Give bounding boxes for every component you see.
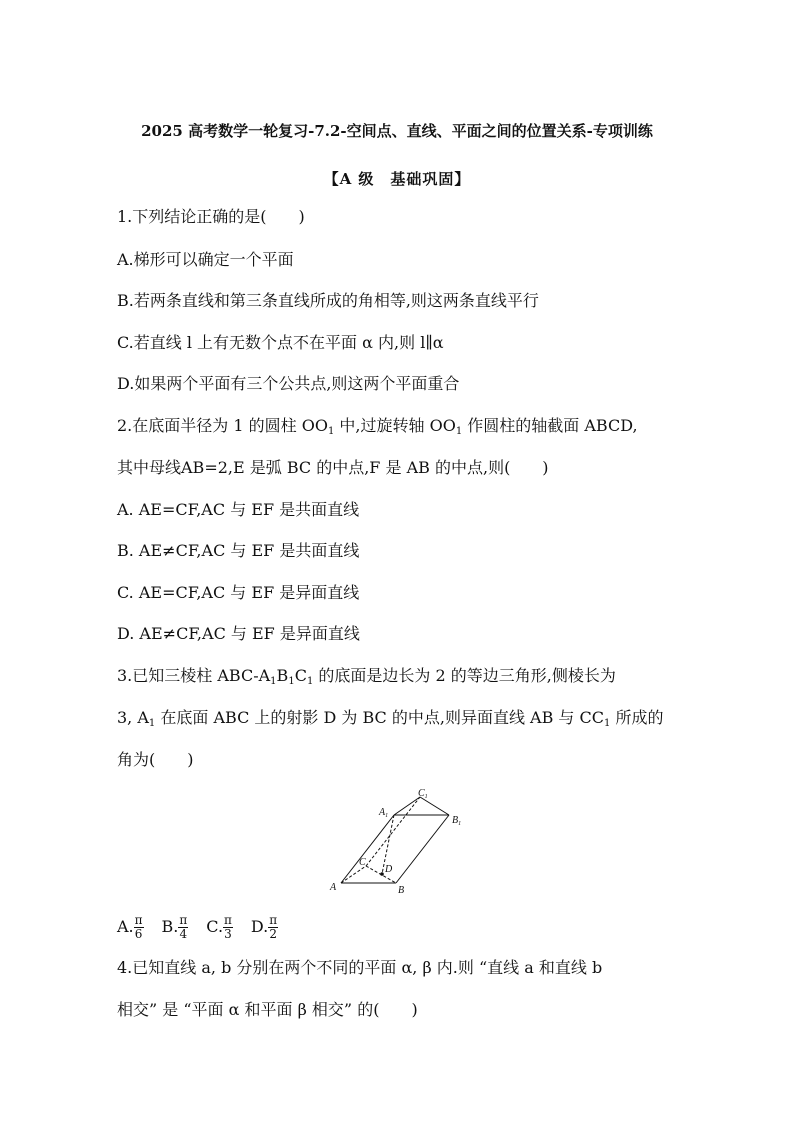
q2-text-a: 2.在底面半径为 1 的圆柱 OO [117,416,328,435]
q3-text-c: C [294,666,307,685]
q3-stem-line1 [117,665,616,693]
q3-option-b-den: 4 [179,927,188,941]
q3-sub-a1: 1 [270,676,277,687]
q2-option-d: D. AE≠CF,AC 与 EF 是异面直线 [117,624,360,643]
q2-stem-line1 [117,415,638,443]
prism-figure [326,784,476,900]
q3-option-d-label: D. [250,917,269,936]
label-c1: $C_1$ [418,788,428,800]
q2-option-c: C. AE=CF,AC 与 EF 是异面直线 [117,583,360,602]
q1-option-a: A.梯形可以确定一个平面 [117,250,294,269]
q1-option-c: C.若直线 l 上有无数个点不在平面 α 内,则 l∥α [117,333,444,352]
q3-text-d: 的底面是边长为 2 的等边三角形,侧棱长为 [313,666,616,685]
q3-option-b-label: B. [161,917,179,936]
q3-option-b-num: π [179,913,188,927]
q3-option-c-fraction [223,914,233,941]
q3-option-d-den: 2 [269,927,278,941]
q3-sub-c1: 1 [306,676,314,687]
q3-stem-line3: 角为( ) [117,750,194,769]
q3-text-b: B [276,666,289,685]
label-b1: $B_1$ [452,815,462,827]
label-c: C [359,857,366,868]
q1-option-b: B.若两条直线和第三条直线所成的角相等,则这两条直线平行 [117,291,539,310]
q1-option-d: D.如果两个平面有三个公共点,则这两个平面重合 [117,374,460,393]
q3-l2-sub-cc1: 1 [604,718,611,729]
q2-sub-1: 1 [327,426,335,437]
label-a: A [330,882,337,893]
q3-l2-text-b: 在底面 ABC 上的射影 D 为 BC 的中点,则异面直线 AB 与 CC [155,708,605,727]
label-d: D [385,864,393,875]
q3-options [117,912,296,942]
q3-text-a: 3.已知三棱柱 ABC-A [117,666,271,685]
q2-sub-2: 1 [455,426,463,437]
q3-option-d-fraction [268,914,278,941]
q3-option-a-label: A. [117,917,134,936]
q3-option-c-label: C. [206,917,224,936]
page-title: 2025 高考数学一轮复习-7.2-空间点、直线、平面之间的位置关系-专项训练 [141,122,653,140]
q2-text-b: 中,过旋转轴 OO [334,416,456,435]
q1-stem: 1.下列结论正确的是( ) [117,207,305,226]
q3-l2-text-a: 3, A [117,708,149,727]
label-a1: $A_1$ [379,807,389,819]
edge-b1-b [396,815,449,883]
q3-option-a-den: 6 [134,927,143,941]
level-heading: 【A 级 基础巩固】 [323,170,471,188]
q3-option-b-fraction [178,914,188,941]
q3-option-c-num: π [224,913,232,927]
q4-stem-line2: 相交” 是 “平面 α 和平面 β 相交” 的( ) [117,1000,418,1019]
point-d [380,872,384,876]
q3-option-a-num: π [134,913,143,927]
edge-a-c [341,866,366,883]
q3-option-a-fraction [134,914,144,941]
q3-option-d-num: π [269,913,278,927]
edge-c-c1 [366,797,420,866]
q3-option-c-den: 3 [224,927,232,941]
q3-l2-text-c: 所成的 [610,708,664,727]
label-b: B [398,885,405,896]
q3-l2-sub-a1: 1 [148,718,156,729]
q3-stem-line2 [117,707,663,735]
q2-stem-line2: 其中母线AB=2,E 是弧 BC 的中点,F 是 AB 的中点,则( ) [117,458,549,477]
q3-sub-b1: 1 [288,676,295,687]
q2-option-b: B. AE≠CF,AC 与 EF 是共面直线 [117,541,360,560]
q4-stem-line1: 4.已知直线 a, b 分别在两个不同的平面 α, β 内.则 “直线 a 和直线 b [117,958,603,977]
q2-option-a: A. AE=CF,AC 与 EF 是共面直线 [117,500,360,519]
q2-text-c: 作圆柱的轴截面 ABCD, [462,416,638,435]
edge-a1-c1 [394,797,420,815]
